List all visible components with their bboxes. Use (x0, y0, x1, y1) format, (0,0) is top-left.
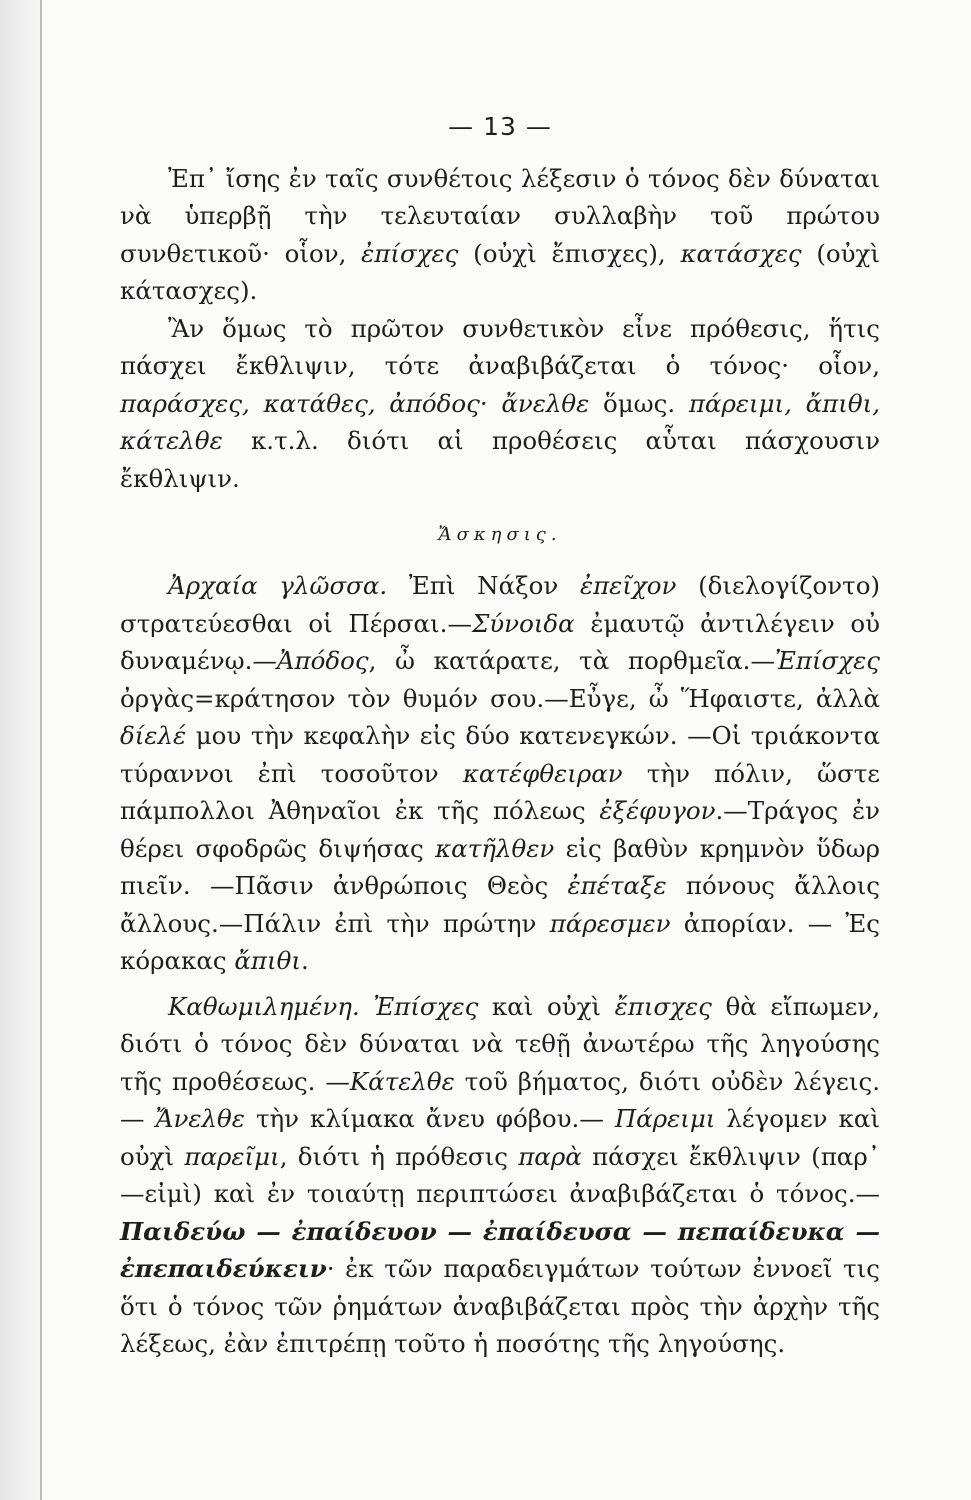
exercise-text (360, 992, 374, 1021)
exception-example: παράσχες, κατάθες, ἀπόδος· ἄνελθε (120, 388, 590, 418)
exercise-text: (διελογίζοντο) στρατεύεσθαι οἱ Πέρσαι.— (120, 571, 881, 638)
rule-example: κατάσχες (680, 238, 802, 268)
section-label: Ἀρχαία γλῶσσα. (168, 571, 388, 600)
exercise-text: . (301, 946, 309, 975)
exercise-text: τὴν πόλιν, ὥστε πάμπολλοι Ἀθηναῖοι ἐκ τῆς πόλεως (120, 758, 880, 825)
exercise-text: πάσχει ἔκθλιψιν (παρ᾽ —εἰμὶ) καὶ ἐν τοιαύτῃ περιπτώσει ἀναβιβάζεται ὁ τόνος.— (120, 1141, 881, 1208)
exception-paragraph (120, 310, 880, 498)
exercise-term: ἄπιθι (234, 946, 301, 975)
book-page (40, 0, 971, 1500)
page-text (120, 108, 880, 1363)
exercise-text: τοῦ βήματος, διότι οὐδὲν λέγεις.— (120, 1066, 880, 1133)
exception-text: ὅμως. (589, 388, 689, 418)
exercise-text: πόνους ἄλλοις ἄλλους.—Πάλιν ἐπὶ τὴν πρώτην (120, 871, 880, 938)
exercise-term: Ἐπίσχες (774, 646, 880, 675)
accent-rule-paragraph (120, 160, 880, 310)
exercise-text: θὰ εἴπωμεν, διότι ὁ τόνος δὲν δύναται νὰ τεθῇ ἀνωτέρω τῆς ληγούσης τῆς προθέσεως. — (120, 991, 880, 1096)
exercise-text: ὀργὰς=κράτησον τὸν θυμόν σου.—Εὖγε, ὦ Ἥφαιστε, ἀλλὰ (120, 683, 880, 713)
exercise-term: κατῆλθεν (435, 833, 555, 863)
scan-margin (0, 0, 41, 1500)
rule-text: (οὐχὶ ἔπισχες), (458, 238, 681, 268)
exercise-text: , διότι ἡ πρόθεσις (279, 1141, 519, 1171)
exception-text: Ἂν ὅμως τὸ πρῶτον συνθετικὸν εἶνε πρόθεσις, ἥτις πάσχει ἔκθλιψιν, τότε ἀναβιβάζεται ὁ τόνος· οἷον, (120, 313, 880, 380)
exercise-heading: Ἄσκησις. (438, 524, 562, 545)
exercise-text: , ὦ κατάρατε, τὰ πορθμεῖα.— (368, 646, 775, 675)
exercise-term: Ἀπόδος (276, 646, 369, 675)
exception-example: πάρειμι, ἄπιθι, κάτελθε (120, 388, 880, 455)
exercise-term: Σύνοιδα (471, 608, 575, 638)
exercise-term: Κάτελθε (349, 1066, 455, 1096)
exercise-term: ἐπεῖχον (579, 571, 677, 600)
page-number: — 13 — (448, 112, 552, 141)
exercise-text: ἐμαυτῷ ἀντιλέγειν οὐ δυναμένῳ.— (120, 608, 881, 675)
exercise-text: Ἐπὶ Νάξον (387, 571, 580, 600)
rule-text: (οὐχὶ κάτασχες). (120, 238, 880, 305)
exercise-term: Πάρειμι (614, 1104, 716, 1133)
exercise-term: ἐπέταξε (567, 871, 667, 900)
ancient-greek-exercise (120, 567, 880, 980)
exercise-text: ἀπορίαν. — Ἐς κόρακας (120, 908, 881, 975)
exception-text: κ.τ.λ. διότι αἱ προθέσεις αὗται πάσχουσιν ἔκθλιψιν. (120, 426, 880, 493)
spoken-greek-exercise (120, 988, 880, 1363)
exercise-text: λέγομεν καὶ οὐχὶ (120, 1104, 880, 1171)
rule-example: ἐπίσχες (361, 238, 459, 268)
exercise-text: .—Τράγος ἐν θέρει σφοδρῶς διψήσας (120, 796, 880, 863)
exercise-term: πάρεσμεν (549, 908, 671, 938)
section-label: Καθωμιλημένη. (168, 991, 360, 1021)
rule-text: Ἐπ᾽ ἴσης ἐν ταῖς συνθέτοις λέξεσιν ὁ τόνος δὲν δύναται νὰ ὑπερβῇ τὴν τελευταίαν συλλαβὴν τοῦ πρώτου συνθετικοῦ· οἷον, (120, 163, 880, 268)
exercise-term: παρὰ (518, 1141, 582, 1171)
exercise-text: τὴν κλίμακα ἄνευ φόβου.— (244, 1104, 615, 1133)
exercise-term: δίελέ (120, 721, 187, 750)
exercise-text: εἰς βαθὺν κρημνὸν ὕδωρ πιεῖν. —Πᾶσιν ἀνθρώποις Θεὸς (120, 833, 880, 900)
conjugation-series: Παιδεύω — ἐπαίδευον — ἐπαίδευσα — πεπαίδευκα — ἐπεπαιδεύκειν (120, 1216, 880, 1283)
exercise-text: μου τὴν κεφαλὴν εἰς δύο κατενεγκών. —Οἱ τριάκοντα τύραννοι ἐπὶ τοσοῦτον (120, 721, 880, 788)
exercise-term: ἐξέφυγον (599, 796, 716, 825)
exercise-term: Ἐπίσχες (373, 991, 479, 1021)
exercise-term: ἔπισχες (614, 991, 712, 1021)
exercise-term: παρεῖμι (184, 1141, 280, 1171)
exercise-term: κατέφθειραν (462, 758, 623, 788)
exercise-text: καὶ οὐχὶ (478, 991, 615, 1021)
exercise-text: · ἐκ τῶν παραδειγμάτων τούτων ἐννοεῖ τις ὅτι ὁ τόνος τῶν ῥημάτων ἀναβιβάζεται πρὸς τὴν ἀρχὴν τῆς λέξεως, ἐὰν ἐπιτρέπῃ τοῦτο ἡ ποσότης τῆς ληγούσης. (120, 1254, 880, 1358)
exercise-term: Ἄνελθε (155, 1104, 245, 1133)
paragraph-gap (120, 980, 880, 988)
